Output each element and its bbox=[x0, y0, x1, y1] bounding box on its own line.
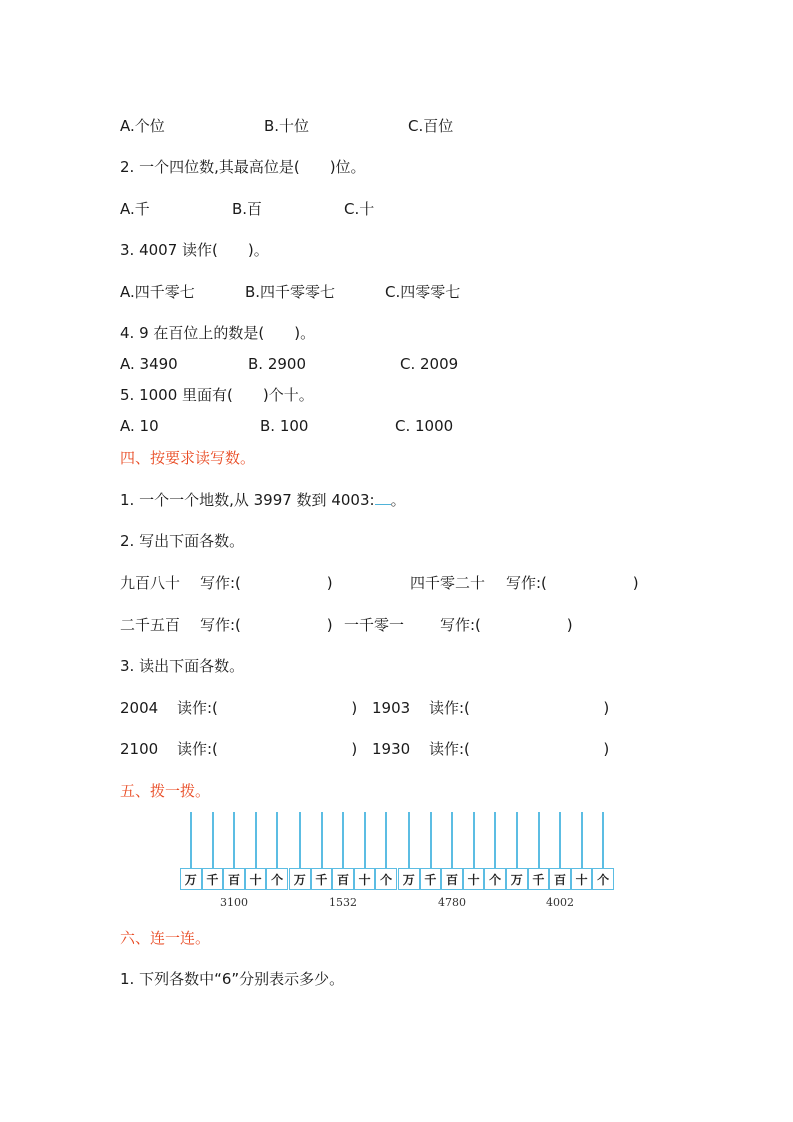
abacus-rod bbox=[299, 812, 301, 870]
abacus-number: 1532 bbox=[329, 896, 357, 909]
abacus-group bbox=[180, 810, 288, 910]
abacus-rod bbox=[364, 812, 366, 870]
place-cell: 万 bbox=[180, 868, 202, 890]
place-cell: 个 bbox=[484, 868, 506, 890]
abacus-place-row bbox=[289, 868, 397, 890]
section4-heading: 四、按要求读写数。 bbox=[120, 449, 256, 467]
abacus-rod bbox=[190, 812, 192, 870]
abacus-rod bbox=[494, 812, 496, 870]
q3-option-a: A.四千零七 bbox=[120, 283, 195, 301]
read-number-2: 1903 bbox=[372, 699, 411, 717]
read-number-3: 2100 bbox=[120, 740, 159, 758]
write-label-1: 九百八十 bbox=[120, 574, 181, 592]
place-cell: 个 bbox=[375, 868, 397, 890]
place-cell: 十 bbox=[571, 868, 593, 890]
place-cell: 个 bbox=[592, 868, 614, 890]
q3-option-b: B.四千零零七 bbox=[245, 283, 336, 301]
place-cell: 十 bbox=[354, 868, 376, 890]
abacus-rod bbox=[451, 812, 453, 870]
q2-text: 2. 一个四位数,其最高位是( )位。 bbox=[120, 158, 366, 176]
place-cell: 十 bbox=[463, 868, 485, 890]
section5-heading: 五、拨一拨。 bbox=[120, 782, 211, 800]
answer-blank[interactable] bbox=[375, 490, 391, 505]
read-blank-2[interactable]: 读作:( ) bbox=[429, 699, 610, 717]
q1-option-c: C.百位 bbox=[408, 117, 454, 135]
write-label-2: 四千零二十 bbox=[410, 574, 486, 592]
abacus-number: 4002 bbox=[546, 896, 574, 909]
abacus-place-row bbox=[398, 868, 506, 890]
abacus-rod bbox=[581, 812, 583, 870]
q1-option-b: B.十位 bbox=[264, 117, 310, 135]
place-cell: 百 bbox=[441, 868, 463, 890]
section6-item1: 1. 下列各数中“6”分别表示多少。 bbox=[120, 970, 345, 988]
q3-option-c: C.四零零七 bbox=[385, 283, 461, 301]
abacus-rod bbox=[516, 812, 518, 870]
abacus-rod bbox=[559, 812, 561, 870]
q2-option-a: A.千 bbox=[120, 200, 150, 218]
q3-text: 3. 4007 读作( )。 bbox=[120, 241, 269, 259]
place-cell: 十 bbox=[245, 868, 267, 890]
write-blank-1[interactable]: 写作:( ) bbox=[200, 574, 333, 592]
abacus-rod bbox=[538, 812, 540, 870]
abacus-number: 3100 bbox=[220, 896, 248, 909]
q4-option-c: C. 2009 bbox=[400, 355, 459, 373]
place-cell: 百 bbox=[549, 868, 571, 890]
q2-option-b: B.百 bbox=[232, 200, 263, 218]
read-number-4: 1930 bbox=[372, 740, 411, 758]
write-blank-3[interactable]: 写作:( ) bbox=[200, 616, 333, 634]
abacus-number: 4780 bbox=[438, 896, 466, 909]
section4-item1-text: 1. 一个一个地数,从 3997 数到 4003: bbox=[120, 491, 375, 509]
q5-text: 5. 1000 里面有( )个十。 bbox=[120, 386, 314, 404]
read-blank-4[interactable]: 读作:( ) bbox=[429, 740, 610, 758]
abacus-rod bbox=[342, 812, 344, 870]
q5-option-a: A. 10 bbox=[120, 417, 159, 435]
write-blank-2[interactable]: 写作:( ) bbox=[506, 574, 639, 592]
abacus-rod bbox=[255, 812, 257, 870]
place-cell: 千 bbox=[311, 868, 333, 890]
q5-option-b: B. 100 bbox=[260, 417, 309, 435]
read-blank-3[interactable]: 读作:( ) bbox=[177, 740, 358, 758]
section4-item2: 2. 写出下面各数。 bbox=[120, 532, 245, 550]
section4-item1-suffix: 。 bbox=[390, 491, 406, 509]
write-blank-4[interactable]: 写作:( ) bbox=[440, 616, 573, 634]
abacus-rod bbox=[212, 812, 214, 870]
q4-option-a: A. 3490 bbox=[120, 355, 178, 373]
abacus-place-row bbox=[180, 868, 288, 890]
abacus-rod bbox=[408, 812, 410, 870]
place-cell: 百 bbox=[223, 868, 245, 890]
place-cell: 千 bbox=[420, 868, 442, 890]
q2-option-c: C.十 bbox=[344, 200, 375, 218]
abacus-rod bbox=[321, 812, 323, 870]
place-cell: 百 bbox=[332, 868, 354, 890]
place-cell: 万 bbox=[506, 868, 528, 890]
place-cell: 万 bbox=[398, 868, 420, 890]
abacus-group bbox=[398, 810, 506, 910]
place-cell: 千 bbox=[202, 868, 224, 890]
abacus-place-row bbox=[506, 868, 614, 890]
q1-option-a: A.个位 bbox=[120, 117, 165, 135]
read-blank-1[interactable]: 读作:( ) bbox=[177, 699, 358, 717]
q4-option-b: B. 2900 bbox=[248, 355, 307, 373]
abacus-group bbox=[506, 810, 614, 910]
q4-text: 4. 9 在百位上的数是( )。 bbox=[120, 324, 316, 342]
abacus-rod bbox=[602, 812, 604, 870]
place-cell: 万 bbox=[289, 868, 311, 890]
abacus-group bbox=[289, 810, 397, 910]
write-label-3: 二千五百 bbox=[120, 616, 181, 634]
section4-item1 bbox=[120, 490, 406, 510]
abacus-figure bbox=[180, 810, 614, 910]
write-label-4: 一千零一 bbox=[344, 616, 405, 634]
place-cell: 个 bbox=[266, 868, 288, 890]
q5-option-c: C. 1000 bbox=[395, 417, 454, 435]
section6-heading: 六、连一连。 bbox=[120, 929, 211, 947]
abacus-rod bbox=[430, 812, 432, 870]
abacus-rod bbox=[385, 812, 387, 870]
read-number-1: 2004 bbox=[120, 699, 159, 717]
place-cell: 千 bbox=[528, 868, 550, 890]
abacus-rod bbox=[473, 812, 475, 870]
abacus-rod bbox=[233, 812, 235, 870]
section4-item3: 3. 读出下面各数。 bbox=[120, 657, 245, 675]
abacus-rod bbox=[276, 812, 278, 870]
